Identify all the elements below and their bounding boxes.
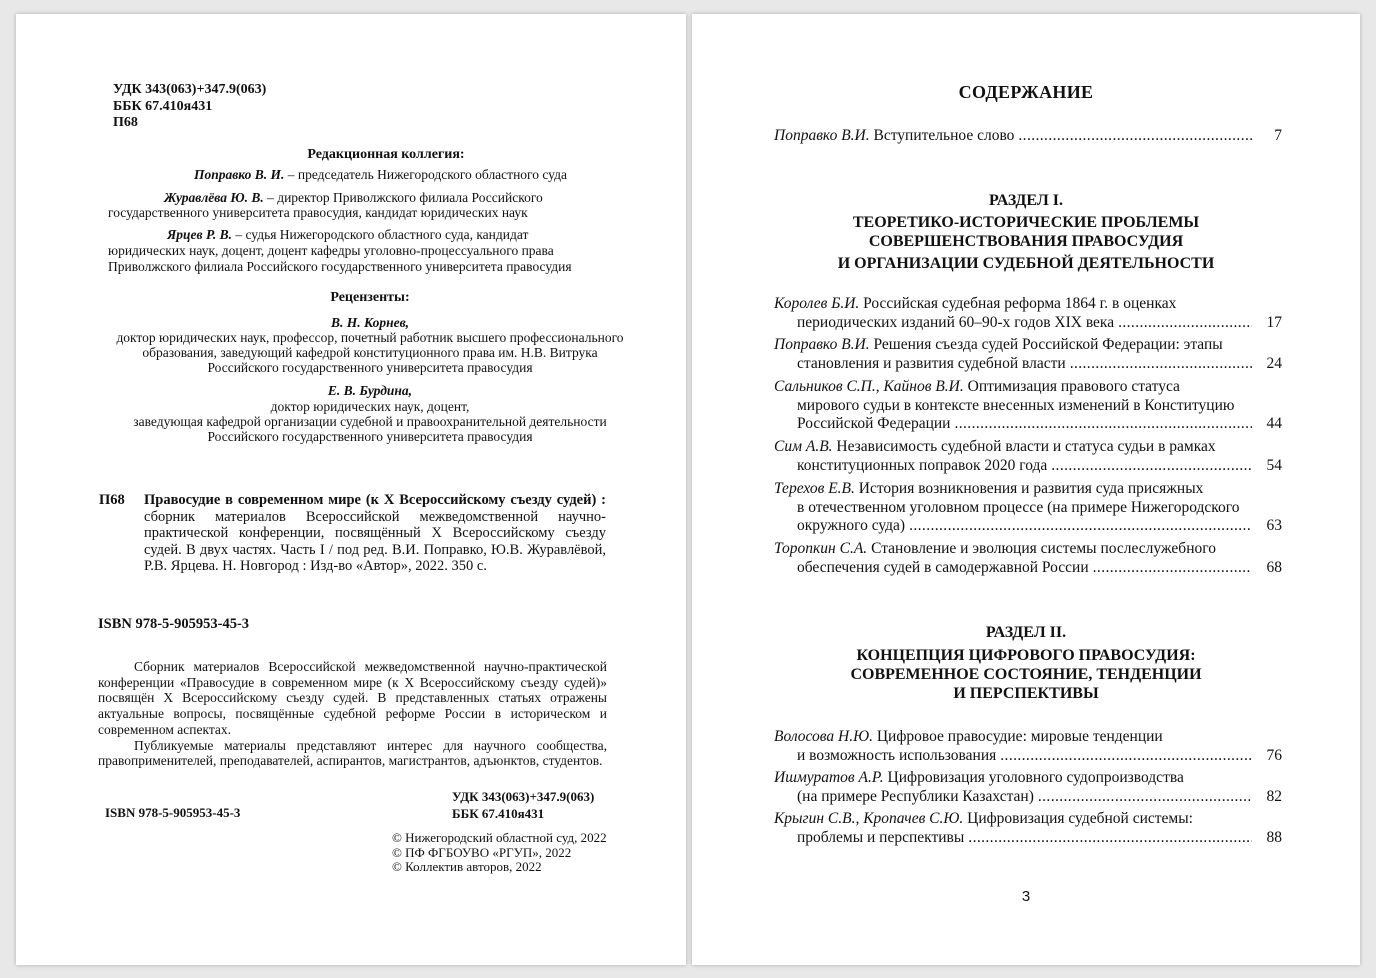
toc-entry-title-line: Российской Федерации: [797, 415, 951, 433]
toc-entry-title-line: в отечественном уголовном процессе (на примере Нижегородского: [797, 498, 1240, 516]
section-heading-line: И ПЕРСПЕКТИВЫ: [953, 685, 1099, 702]
board-member-role-line: государственного университета правосудия, кандидат юридических наук: [108, 205, 528, 220]
toc-entry-first-line: [774, 728, 1282, 747]
toc-entry-first-line: [774, 378, 1282, 397]
toc-leader-dots: [954, 415, 1252, 434]
board-member-role: – судья Нижегородского областного суда, кандидат: [231, 227, 529, 242]
toc-entry-author: Сальников С.П., Кайнов В.И.: [774, 378, 964, 395]
copyright-block: [392, 831, 607, 875]
section-label: РАЗДЕЛ I.: [989, 192, 1063, 209]
toc-leader-dots: [1000, 747, 1252, 766]
classification-block: [113, 82, 266, 132]
toc-entry-title: Независимость судебной власти и статуса судьи в рамках: [836, 438, 1216, 455]
toc-entry[interactable]: [774, 540, 1282, 577]
toc-entry-author: Поправко В.И.: [774, 336, 870, 353]
footer-bbk: ББК 67.410я431: [452, 805, 545, 821]
left-page: [16, 14, 686, 965]
footer-classification: [452, 789, 594, 822]
author-sign: П68: [113, 115, 138, 130]
toc-leader-dots: [1051, 457, 1252, 476]
page-number: 3: [1021, 888, 1031, 905]
reviewer-line: заведующая кафедрой организации судебной и правоохранительной деятельности: [133, 414, 607, 429]
toc-entry-title-line: конституционных поправок 2020 года: [797, 456, 1048, 474]
toc-leader-dots: [1018, 127, 1252, 146]
bbk-code: ББК 67.410я431: [113, 98, 213, 114]
toc-entry-author: Сим А.В.: [774, 438, 833, 455]
toc-entry-author: Терехов Е.В.: [774, 480, 855, 497]
section-heading-line: КОНЦЕПЦИЯ ЦИФРОВОГО ПРАВОСУДИЯ:: [856, 647, 1196, 664]
isbn: ISBN 978-5-905953-45-3: [98, 616, 250, 632]
toc-leader-dots: [1038, 788, 1252, 807]
toc-entry-title-line: мирового судьи в контексте внесенных изменений в Конституцию: [797, 396, 1235, 414]
board-member-role: – председатель Нижегородского областного суда: [284, 167, 567, 182]
toc-page-number: 7: [1274, 127, 1282, 144]
toc-entry[interactable]: [774, 480, 1282, 536]
reviewer-name: В. Н. Корнев,: [330, 315, 410, 330]
section-heading-line: И ОРГАНИЗАЦИИ СУДЕБНОЙ ДЕЯТЕЛЬНОСТИ: [837, 255, 1215, 272]
toc-page-number: 24: [1266, 354, 1282, 372]
toc-leader-dots: [1093, 559, 1252, 578]
toc-entry-title: Оптимизация правового статуса: [967, 378, 1180, 395]
toc-entry-first-line: [774, 810, 1282, 829]
toc-entry[interactable]: [774, 336, 1282, 373]
toc-leader-dots: [968, 829, 1252, 848]
board-member-name: Поправко В. И.: [194, 167, 285, 182]
toc-entry[interactable]: [774, 769, 1282, 806]
toc-page-number: 68: [1266, 558, 1282, 576]
section-heading-line: СОВЕРШЕНСТВОВАНИЯ ПРАВОСУДИЯ: [868, 233, 1184, 250]
reviewer-name: Е. В. Бурдина,: [327, 383, 413, 398]
toc-entry-title: Вступительное слово: [873, 127, 1015, 144]
toc-entry-title: Становление и эволюция системы послеслужебного: [871, 540, 1216, 557]
board-member-name: Ярцев Р. В.: [167, 227, 232, 242]
right-page: [692, 14, 1360, 965]
toc-entry-title: Российская судебная реформа 1864 г. в оценках: [863, 295, 1177, 312]
toc-entry[interactable]: [774, 728, 1282, 765]
copyright-line: © ПФ ФГБОУВО «РГУП», 2022: [392, 844, 572, 860]
toc-entry-title: Цифровизация судебной системы:: [967, 810, 1193, 827]
toc-page-number: 17: [1266, 313, 1282, 331]
toc-page-number: 76: [1266, 746, 1282, 764]
board-member-role: – директор Приволжского филиала Российского: [263, 190, 543, 205]
toc-entry-title-line: окружного суда): [797, 517, 906, 535]
biblio-record: [144, 492, 606, 575]
copyright-line: © Коллектив авторов, 2022: [392, 859, 542, 874]
toc-entry[interactable]: [774, 438, 1282, 475]
toc-entry-author: Торопкин С.А.: [774, 540, 868, 557]
toc-entry[interactable]: [774, 295, 1282, 332]
toc-entry-title-line: периодических изданий 60–90-х годов XIX века: [797, 313, 1115, 331]
abstract-paragraph: Публикуемые материалы представляют интерес для научного сообщества, правоприменителей, преподавателей, аспирантов, магистрантов, адъюнктов, студентов.: [98, 737, 607, 769]
toc-entry-author: Ишмуратов А.Р.: [774, 769, 884, 786]
board-member-name: Журавлёва Ю. В.: [164, 190, 264, 205]
toc-leader-dots: [1118, 314, 1252, 333]
reviewer-line: образования, заведующий кафедрой конституционного права им. Н.В. Витрука: [142, 345, 598, 360]
toc-entry-title-line: обеспечения судей в самодержавной России: [797, 558, 1089, 576]
biblio-sign: П68: [99, 492, 125, 508]
udk-code: УДК 343(063)+347.9(063): [113, 82, 267, 97]
footer-isbn: ISBN 978-5-905953-45-3: [105, 805, 241, 820]
toc-entry-title: Решения съезда судей Российской Федерации: этапы: [873, 336, 1223, 353]
toc-entry-first-line: [774, 769, 1282, 788]
toc-page-number: 54: [1266, 456, 1282, 474]
reviewer-line: Российского государственного университета правосудия: [207, 429, 533, 444]
toc-entry-first-line: [774, 438, 1282, 457]
toc-entry[interactable]: [774, 378, 1282, 434]
toc-entry-first-line: [774, 336, 1282, 355]
toc-entry-first-line: [774, 540, 1282, 559]
board-member-role-line: Приволжского филиала Российского государственного университета правосудия: [108, 259, 572, 274]
toc-entry[interactable]: [774, 127, 1282, 146]
board-member-role-line: юридических наук, доцент, доцент кафедры уголовно-процессуального права: [108, 243, 554, 258]
abstract: [98, 659, 607, 769]
reviewer-line: доктор юридических наук, профессор, почетный работник высшего профессионального: [116, 330, 624, 345]
toc-entry-author: Поправко В.И.: [774, 127, 870, 144]
toc-entry-first-line: [774, 295, 1282, 314]
toc-entry-title: Цифровое правосудие: мировые тенденции: [876, 728, 1163, 745]
reviewers-title: Рецензенты:: [330, 290, 410, 305]
toc-page-number: 88: [1266, 828, 1282, 846]
toc-entry-title-line: и возможность использования: [797, 746, 997, 764]
toc-entry-first-line: [774, 480, 1282, 499]
biblio-title: Правосудие в современном мире (к X Всероссийскому съезду судей) :: [144, 492, 606, 508]
reviewer-line: доктор юридических наук, доцент,: [270, 399, 470, 414]
toc-entry-author: Волосова Н.Ю.: [774, 728, 873, 745]
board-member: [167, 227, 528, 242]
board-title: Редакционная коллегия:: [307, 147, 465, 162]
toc-leader-dots: [909, 517, 1252, 536]
toc-entry-title: Цифровизация уголовного судопроизводства: [887, 769, 1184, 786]
toc-entry-title: История возникновения и развития суда присяжных: [858, 480, 1204, 497]
section-heading-line: ТЕОРЕТИКО-ИСТОРИЧЕСКИЕ ПРОБЛЕМЫ: [852, 214, 1200, 231]
toc-page-number: 82: [1266, 787, 1282, 805]
toc-entry-author: Крыгин С.В., Кропачев С.Ю.: [774, 810, 964, 827]
toc-title: СОДЕРЖАНИЕ: [958, 82, 1094, 102]
biblio-text: сборник материалов Всероссийской межведомственной научно-практической конференции, посвящённый X Всероссийскому съезду судей. В двух частях. Часть I / под ред. В.И. Поправко, Ю.В. Журавлёвой, Р.В. Ярцева. Н. Новгород : Изд-во «Автор», 2022. 350 с.: [144, 508, 606, 574]
section-label: РАЗДЕЛ II.: [985, 624, 1067, 641]
toc-page-number: 44: [1266, 415, 1282, 433]
toc-entry-title-line: (на примере Республики Казахстан): [797, 787, 1034, 805]
toc-entry[interactable]: [774, 810, 1282, 847]
toc-entry-author: Королев Б.И.: [774, 295, 860, 312]
abstract-paragraph: Сборник материалов Всероссийской межведомственной научно-практической конференции «Правосудие в современном мире (к X Всероссийскому съезду судей)» посвящён X Всероссийскому съезду судей. В представленных статьях отражены актуальные вопросы, посвящённые судебной реформе России в историческом и современном аспектах.: [98, 659, 607, 737]
toc-leader-dots: [1070, 355, 1252, 374]
toc-entry-title-line: становления и развития судебной власти: [797, 354, 1066, 372]
copyright-line: © Нижегородский областной суд, 2022: [392, 830, 607, 845]
toc-entry-title-line: проблемы и перспективы: [797, 828, 965, 846]
section-heading-line: СОВРЕМЕННОЕ СОСТОЯНИЕ, ТЕНДЕНЦИИ: [850, 666, 1202, 683]
reviewer-line: Российского государственного университета правосудия: [207, 360, 533, 375]
footer-udk: УДК 343(063)+347.9(063): [452, 789, 595, 804]
board-member: [164, 190, 543, 205]
board-member: [194, 167, 567, 182]
toc-page-number: 63: [1266, 517, 1282, 535]
